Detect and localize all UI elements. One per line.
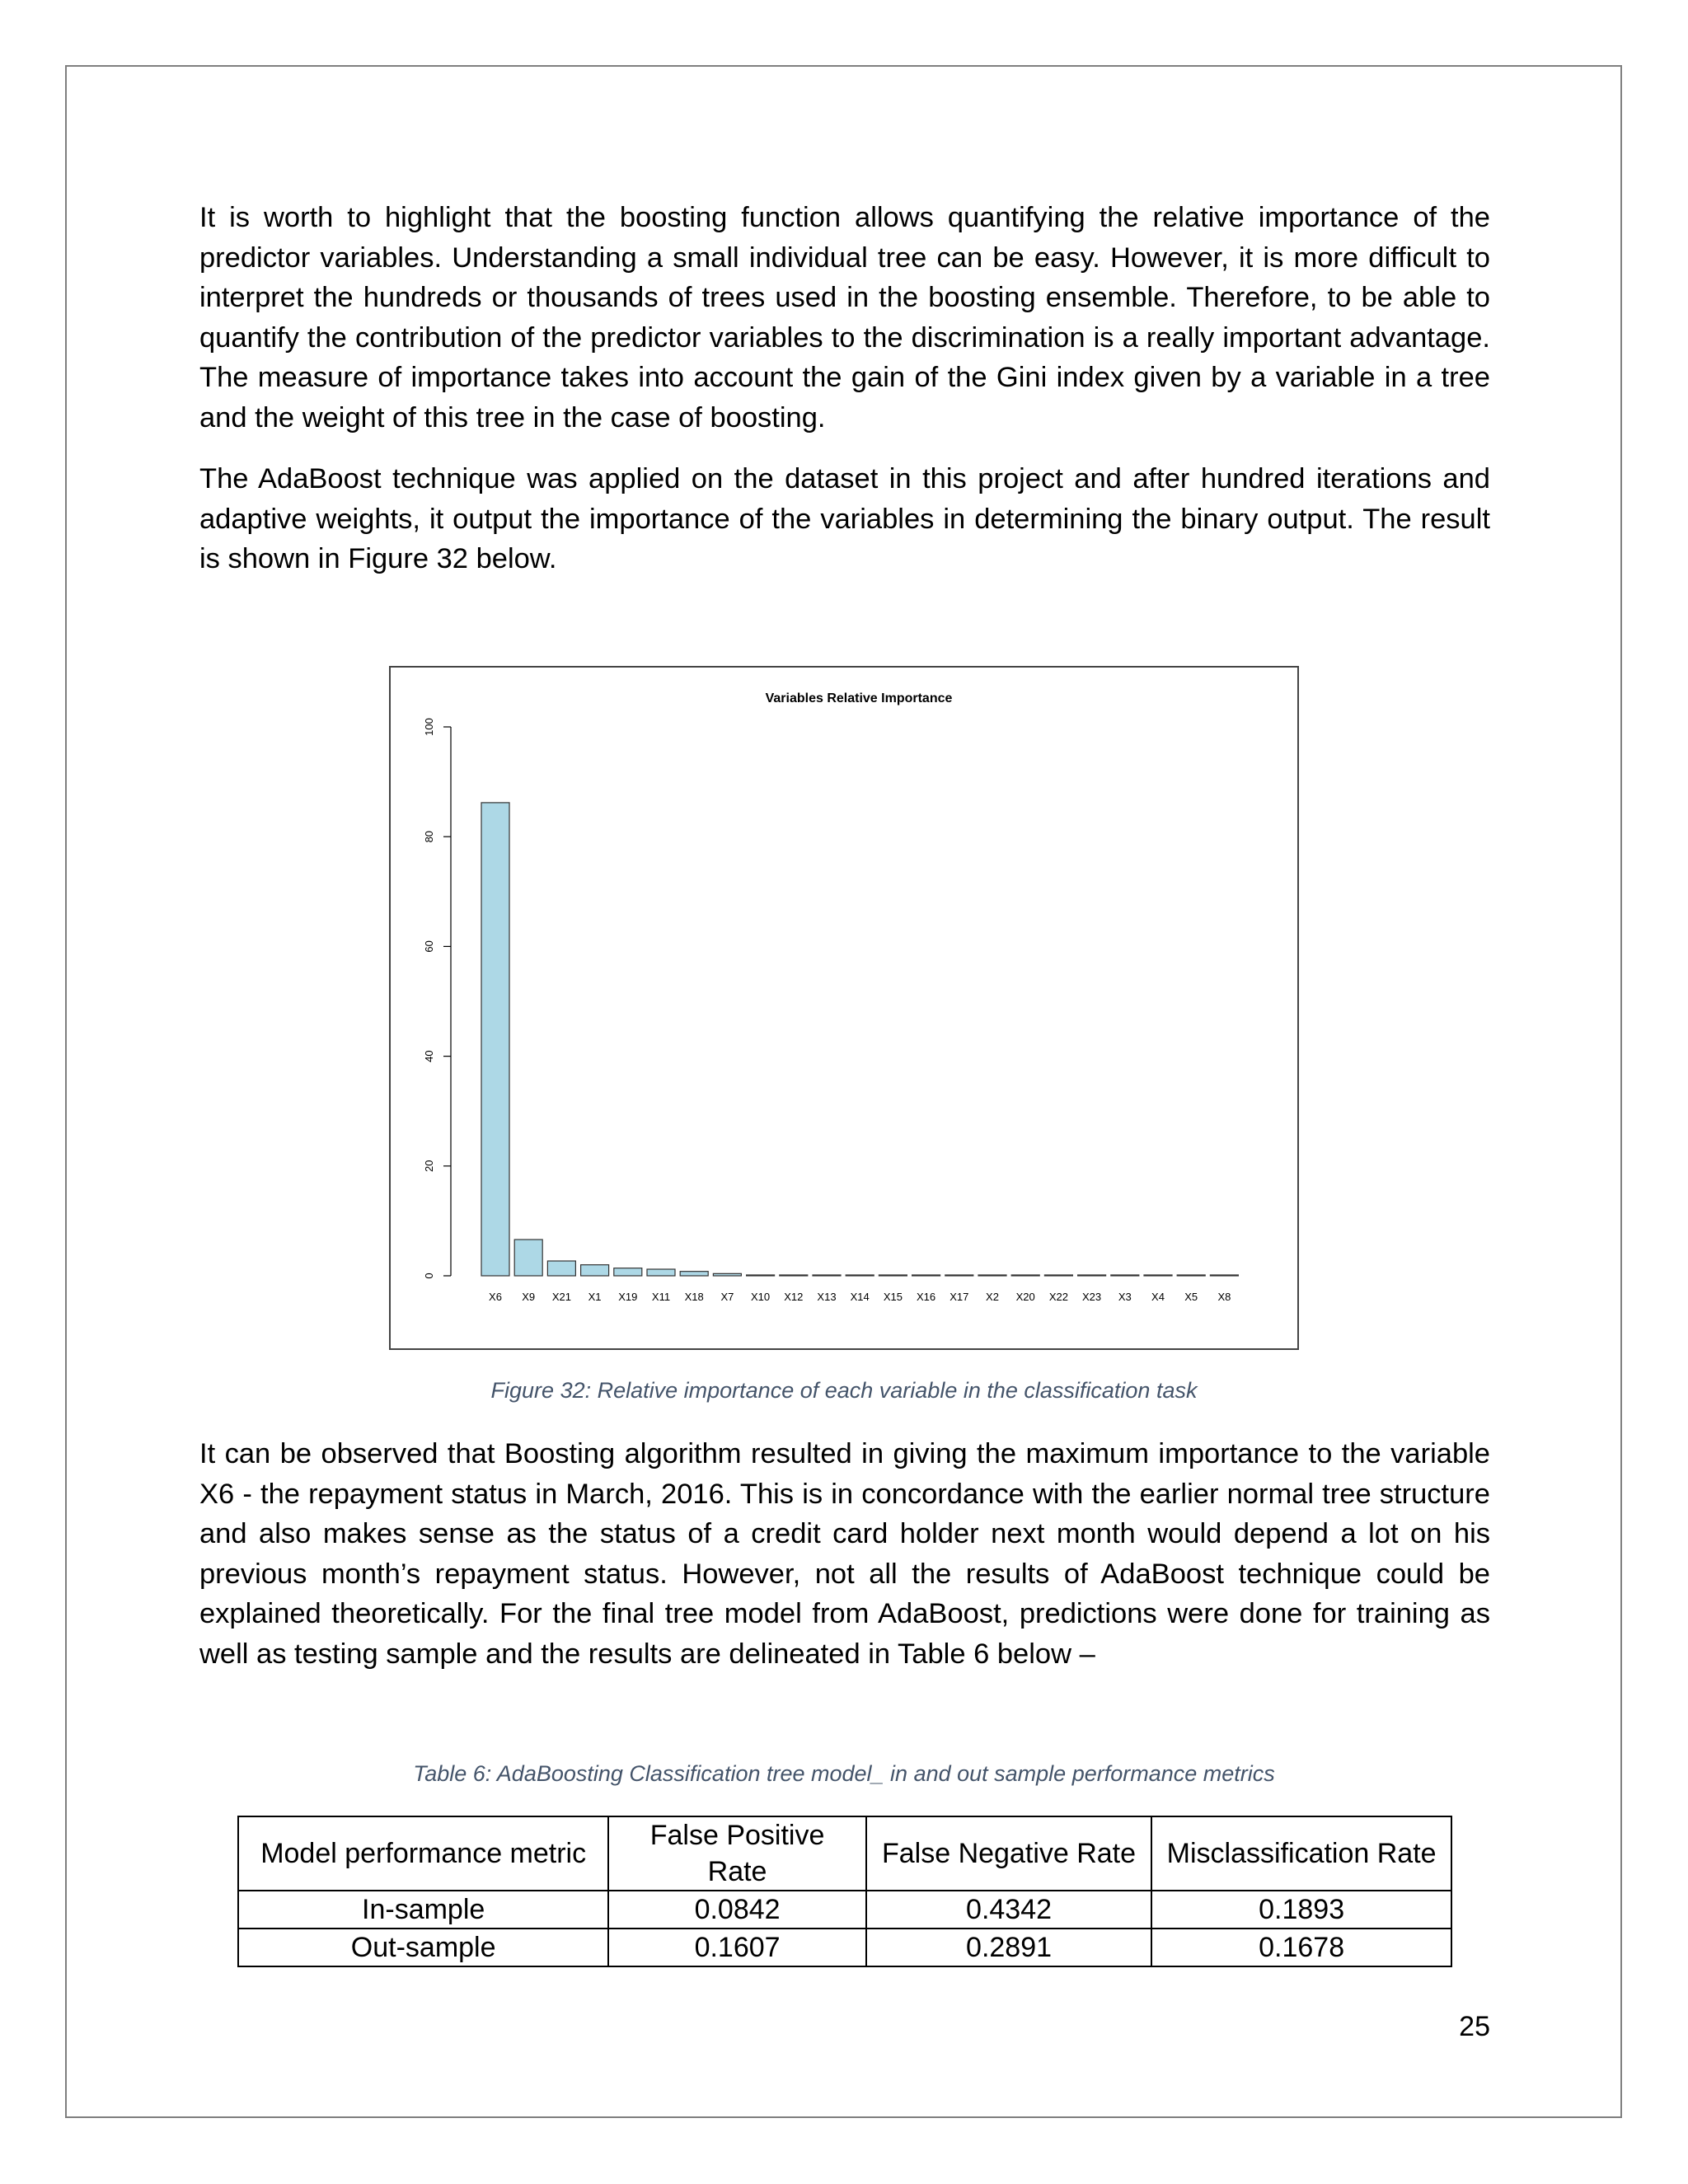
x-tick-label: X14 (850, 1291, 870, 1303)
bar-x16 (912, 1275, 940, 1276)
y-tick-label: 80 (423, 830, 435, 843)
table-cell: 0.1607 (608, 1929, 866, 1966)
bar-x14 (846, 1275, 874, 1276)
x-tick-label: X10 (751, 1291, 771, 1303)
figure-caption: Figure 32: Relative importance of each variable in the classification task (490, 1378, 1198, 1403)
x-tick-label: X23 (1082, 1291, 1102, 1303)
bar-x22 (1044, 1275, 1072, 1276)
bar-x20 (1011, 1275, 1039, 1276)
table-cell: Out-sample (238, 1929, 608, 1966)
table-cell: In-sample (238, 1891, 608, 1929)
bar-x8 (1210, 1275, 1238, 1276)
x-tick-label: X9 (522, 1291, 536, 1303)
y-tick-label: 20 (423, 1160, 435, 1173)
bar-x1 (581, 1265, 609, 1276)
x-tick-label: X7 (720, 1291, 734, 1303)
y-tick-label: 40 (423, 1050, 435, 1062)
paragraph-1: It is worth to highlight that the boosting function allows quantifying the relative importance of the predictor variables. Understanding a small individual tree can be easy. However, it is more difficult to interpret the hundreds or thousands of trees used in the boosting ensemble. Therefore, to be able to quantify the contribution of the predictor variables to the discrimination is a really important advantage. The measure of importance takes into account the gain of the Gini index given by a variable in a tree and the weight of this tree in the case of boosting. (199, 202, 1490, 434)
bar-x3 (1111, 1275, 1139, 1276)
bar-x23 (1078, 1275, 1106, 1276)
x-tick-label: X1 (588, 1291, 602, 1303)
table-cell: 0.2891 (866, 1929, 1151, 1966)
x-tick-label: X8 (1217, 1291, 1231, 1303)
x-tick-label: X4 (1151, 1291, 1165, 1303)
bar-x15 (879, 1275, 907, 1276)
x-tick-label: X5 (1184, 1291, 1198, 1303)
bar-x7 (713, 1273, 741, 1276)
header-misclassification-rate: Misclassification Rate (1151, 1816, 1451, 1891)
x-tick-label: X11 (651, 1291, 671, 1303)
table-row (238, 1891, 1451, 1929)
bar-x17 (945, 1275, 973, 1276)
page-number: 25 (1459, 2011, 1490, 2042)
x-tick-label: X20 (1015, 1291, 1035, 1303)
bar-x5 (1177, 1275, 1205, 1276)
bar-x6 (481, 803, 509, 1276)
table-cell: 0.1893 (1151, 1891, 1451, 1929)
x-tick-label: X21 (551, 1291, 571, 1303)
paragraph-3: It can be observed that Boosting algorithm resulted in giving the maximum importance to the variable X6 - the repayment status in March, 2016. This is in concordance with the earlier normal tree structure and also makes sense as the status of a credit card holder next month would depend a lot on his previous month’s repayment status. However, not all the results of AdaBoost technique could be explained theoretically. For the final tree model from AdaBoost, predictions were done for training as well as testing sample and the results are delineated in Table 6 below – (199, 1438, 1490, 1670)
table-caption: Table 6: AdaBoosting Classification tree model_ in and out sample performance metrics (413, 1761, 1275, 1786)
table-header-row (238, 1816, 1451, 1891)
x-tick-label: X2 (986, 1291, 999, 1303)
bar-x4 (1144, 1275, 1172, 1276)
y-tick-label: 0 (423, 1272, 435, 1279)
x-tick-label: X15 (883, 1291, 903, 1303)
paragraph-2: The AdaBoost technique was applied on the dataset in this project and after hundred iterations and adaptive weights, it output the importance of the variables in determining the binary output. The result is shown in Figure 32 below. (199, 463, 1490, 574)
bar-x11 (647, 1269, 675, 1276)
x-tick-label: X19 (618, 1291, 638, 1303)
x-tick-label: X22 (1048, 1291, 1068, 1303)
importance-bar-chart (391, 668, 1297, 1348)
x-tick-label: X3 (1118, 1291, 1132, 1303)
chart-title: Variables Relative Importance (765, 691, 953, 705)
header-false-positive-rate: False Positive Rate (608, 1816, 866, 1891)
x-tick-label: X17 (950, 1291, 969, 1303)
x-tick-label: X6 (489, 1291, 502, 1303)
figure-32 (389, 666, 1299, 1350)
bar-x19 (614, 1268, 642, 1276)
bar-x10 (747, 1275, 775, 1276)
x-tick-label: X13 (817, 1291, 837, 1303)
table-cell: 0.0842 (608, 1891, 866, 1929)
y-tick-label: 100 (423, 718, 435, 736)
bar-x21 (547, 1261, 575, 1276)
metrics-table (237, 1816, 1452, 1967)
bar-x9 (514, 1240, 542, 1276)
table-cell: 0.1678 (1151, 1929, 1451, 1966)
x-tick-label: X12 (784, 1291, 804, 1303)
header-false-negative-rate: False Negative Rate (866, 1816, 1151, 1891)
bar-x12 (780, 1275, 808, 1276)
header-metric: Model performance metric (238, 1816, 608, 1891)
x-tick-label: X16 (917, 1291, 936, 1303)
x-tick-label: X18 (684, 1291, 704, 1303)
bar-x18 (680, 1272, 708, 1276)
table-row (238, 1929, 1451, 1966)
y-tick-label: 60 (423, 940, 435, 953)
bar-x13 (813, 1275, 841, 1276)
bar-x2 (978, 1275, 1006, 1276)
table-cell: 0.4342 (866, 1891, 1151, 1929)
